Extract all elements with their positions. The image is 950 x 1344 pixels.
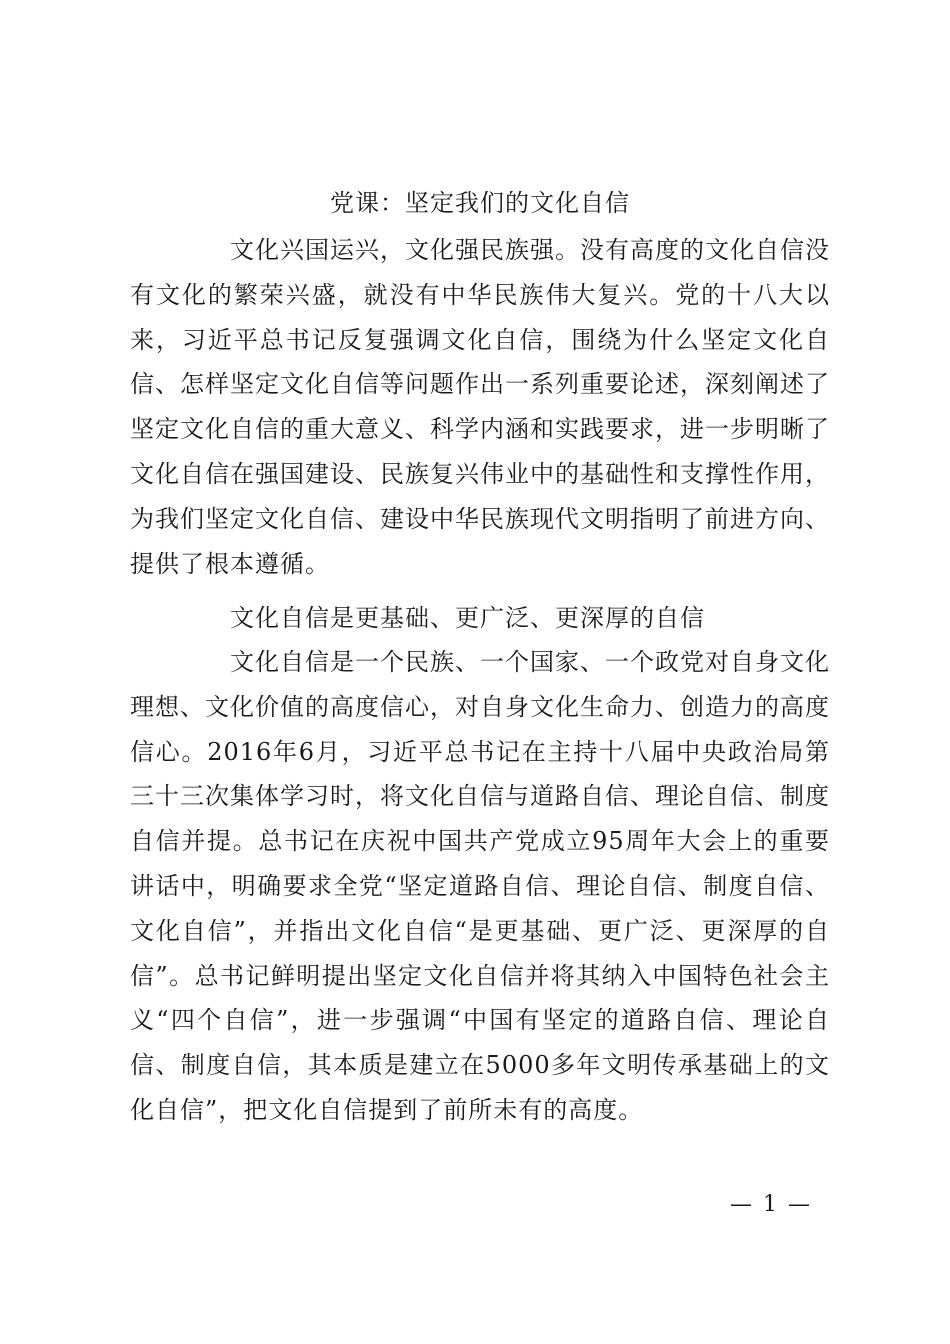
paragraph-body: 文化自信是一个民族、一个国家、一个政党对自身文化理想、文化价值的高度信心，对自身文化生命力、创造力的高度信心。2016年6月，习近平总书记在主持十八届中央政治局第三十三次集体学习时，将文化自信与道路自信、理论自信、制度自信并提。总书记在庆祝中国共产党成立95周年大会上的重要讲话中，明确要求全党“坚定道路自信、理论自信、制度自信、文化自信”，并指出文化自信“是更基础、更广泛、更深厚的自信”。总书记鲜明提出坚定文化自信并将其纳入中国特色社会主义“四个自信”，进一步强调“中国有坚定的道路自信、理论自信、制度自信，其本质是建立在5000多年文明传承基础上的文化自信”，把文化自信提到了前所未有的高度。 bbox=[130, 648, 830, 1124]
section-heading: 文化自信是更基础、更广泛、更深厚的自信 bbox=[230, 604, 705, 632]
paragraph-intro: 文化兴国运兴，文化强民族强。没有高度的文化自信没有文化的繁荣兴盛，就没有中华民族伟大复兴。党的十八大以来，习近平总书记反复强调文化自信，围绕为什么坚定文化自信、怎样坚定文化自信等问题作出一系列重要论述，深刻阐述了坚定文化自信的重大意义、科学内涵和实践要求，进一步明晰了文化自信在强国建设、民族复兴伟业中的基础性和支撑性作用，为我们坚定文化自信、建设中华民族现代文明指明了前进方向、提供了根本遵循。 bbox=[130, 236, 830, 578]
page-number: — 1 — bbox=[730, 1192, 812, 1217]
document-title: 党课：坚定我们的文化自信 bbox=[330, 189, 630, 217]
